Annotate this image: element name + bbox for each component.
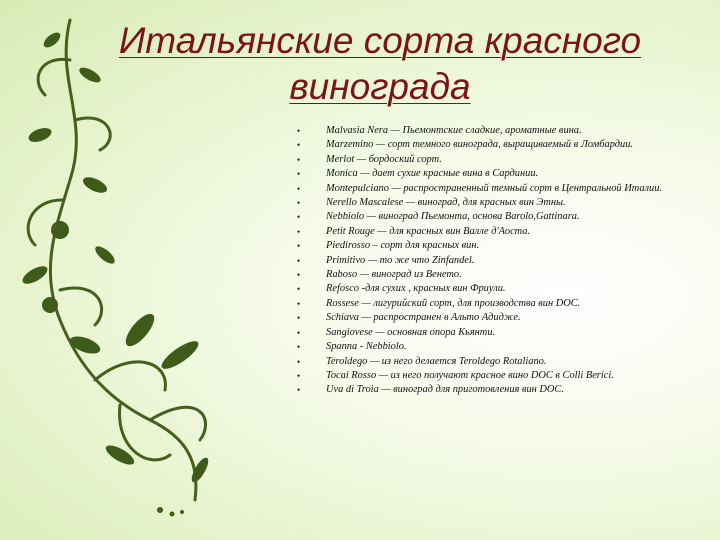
list-item: • Refosco -для сухих , красных вин Фриули. [297,282,697,296]
list-item: • Primitivo — то же что Zinfandel. [297,254,697,268]
list-item: • Nerello Mascalese — виноград, для красных вин Этны. [297,196,697,210]
list-item: • Schiava — распространен в Альто Адидже. [297,311,697,325]
grape-list [297,124,697,398]
list-item: • Uva di Troia — виноград для приготовления вин DOC. [297,383,697,397]
list-item: • Montepulciano — распространенный темный сорт в Центральной Италии. [297,182,697,196]
list-item: • Sangiovese — основная опора Кьянти. [297,326,697,340]
list-item: • Piedirosso – сорт для красных вин. [297,239,697,253]
list-item: • Nebbiolo — виноград Пьемонта, основа Barolo,Gattinara. [297,210,697,224]
list-item: • Petit Rouge — для красных вин Валле д'Аоста. [297,225,697,239]
title-line-1: Итальянские сорта красного [118,20,642,61]
list-item: • Marzemino — сорт темного винограда, выращиваемый в Ломбардии. [297,138,697,152]
list-item: • Rossese — лигурийский сорт, для производства вин DOC. [297,297,697,311]
list-item: • Malvasia Nera — Пьемонтские сладкие, ароматные вина. [297,124,697,138]
list-item: • Tocai Rosso — из него получают красное вино DOC в Colli Berici. [297,369,697,383]
page-title [70,18,690,110]
list-item: • Raboso — виноград из Венето. [297,268,697,282]
list-item: • Monica — дает сухие красные вина в Сардинии. [297,167,697,181]
list-item: • Spanna - Nebbiolo. [297,340,697,354]
list-item: • Merlot — бордоский сорт. [297,153,697,167]
list-item: • Teroldego — из него делается Teroldego Rotaliano. [297,355,697,369]
title-line-2: винограда [289,66,471,107]
